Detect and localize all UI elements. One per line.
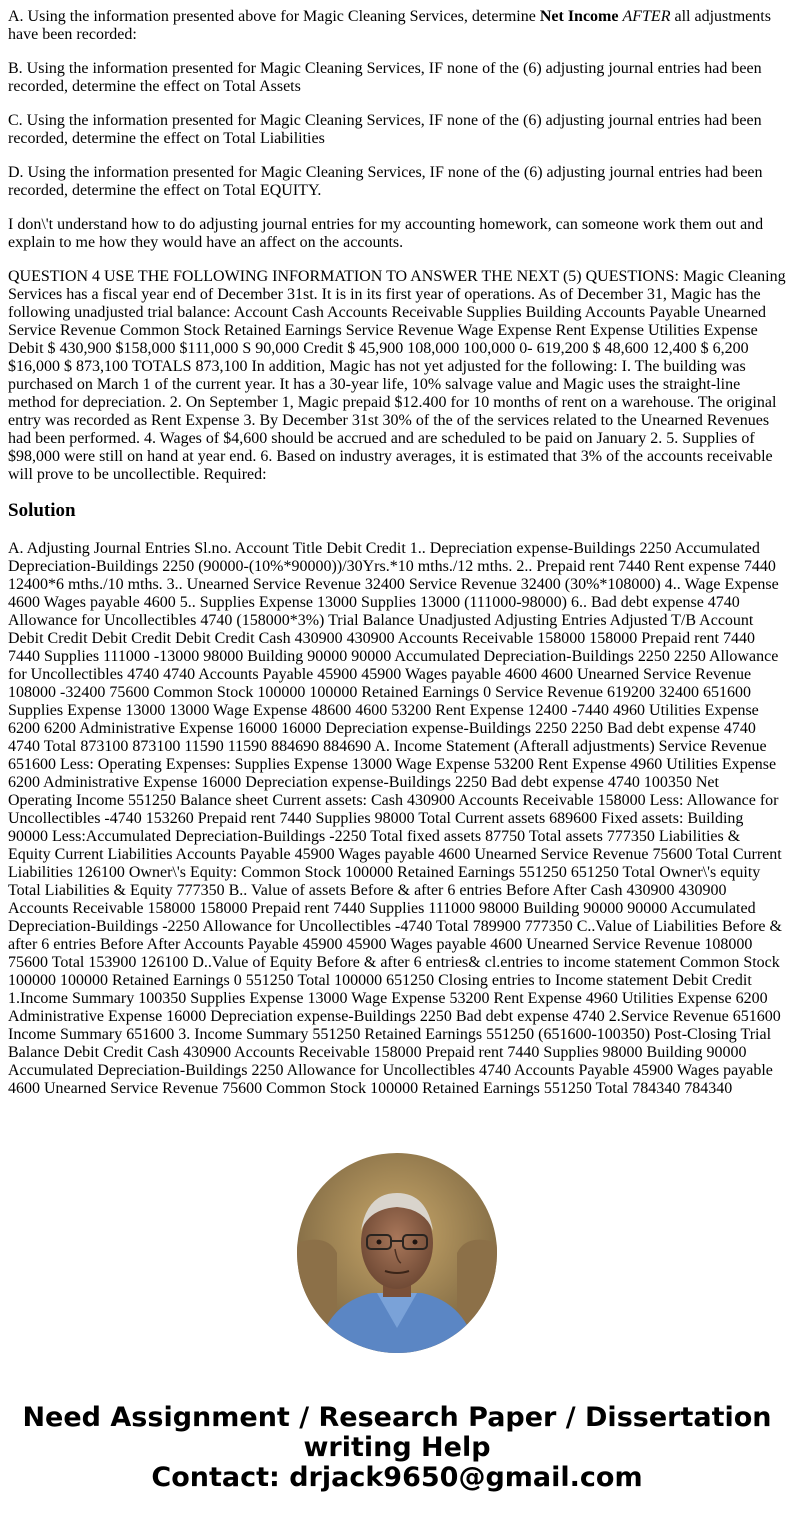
solution-heading: Solution: [8, 500, 76, 521]
promo-banner: [0, 1403, 794, 1493]
question-4-text: QUESTION 4 USE THE FOLLOWING INFORMATION TO ANSWER THE NEXT (5) QUESTIONS: Magic Cleaning Services has a fiscal year end of December 31st. It is in its first year of operations. As of December 31, Magic has the following unadjusted trial balance: Account Cash Accounts Receivable Supplies Building Accounts Payable Unearned Service Revenue Common Stock Retained Earnings Service Revenue Wage Expense Rent Expense Utilities Expense Debit $ 430,900 $158,000 $111,000 S 90,000 Credit $ 45,900 108,000 100,000 0- 619,200 $ 48,600 12,400 $ 6,200 $16,000 $ 873,100 TOTALS 873,100 In addition, Magic has not yet adjusted for the following: I. The building was purchased on March 1 of the current year. It has a 30-year life, 10% salvage value and Magic uses the straight-line method for depreciation. 2. On September 1, Magic prepaid $12.400 for 10 months of rent on a warehouse. The original entry was recorded as Rent Expense 3. By December 31st 30% of the of the services related to the Unearned Revenues had been performed. 4. Wages of $4,600 should be accrued and are scheduled to be paid on January 2. 5. Supplies of $98,000 were still on hand at year end. 6. Based on industry averages, it is estimated that 3% of the accounts receivable will prove to be uncollectible. Required:: [8, 268, 786, 483]
student-note: I don\'t understand how to do adjusting journal entries for my accounting homework, can someone work them out and explain to me how they would have an affect on the accounts.: [8, 216, 764, 251]
question-c: C. Using the information presented for Magic Cleaning Services, IF none of the (6) adjusting journal entries had been recorded, determine the effect on Total Liabilities: [8, 112, 762, 147]
question-a-prefix: A. Using the information presented above for Magic Cleaning Services, determine: [8, 8, 540, 25]
question-d: D. Using the information presented for Magic Cleaning Services, IF none of the (6) adjusting journal entries had been recorded, determine the effect on Total EQUITY.: [8, 164, 763, 199]
question-b: B. Using the information presented for Magic Cleaning Services, IF none of the (6) adjusting journal entries had been recorded, determine the effect on Total Assets: [8, 60, 762, 95]
question-a: [8, 8, 786, 44]
question-a-bold: Net Income: [539, 8, 619, 25]
promo-contact: Contact: drjack9650@gmail.com: [151, 1462, 643, 1493]
author-avatar: [297, 1153, 497, 1353]
promo-line-2: writing Help: [303, 1432, 491, 1463]
author-photo: [297, 1153, 497, 1353]
question-a-suffix: all adjustments have been recorded:: [8, 8, 771, 43]
question-a-italic: AFTER: [622, 8, 671, 25]
solution-body: A. Adjusting Journal Entries Sl.no. Account Title Debit Credit 1.. Depreciation expense-Buildings 2250 Accumulated Depreciation-Buildings 2250 (90000-(10%*90000))/30Yrs.*10 mths./12 mths. 2.. Prepaid rent 7440 Rent expense 7440 12400*6 mths./10 mths. 3.. Unearned Service Revenue 32400 Service Revenue 32400 (30%*108000) 4.. Wage Expense 4600 Wages payable 4600 5.. Supplies Expense 13000 Supplies 13000 (111000-98000) 6.. Bad debt expense 4740 Allowance for Uncollectibles 4740 (158000*3%) Trial Balance Unadjusted Adjusting Entries Adjusted T/B Account Debit Credit Debit Credit Debit Credit Cash 430900 430900 Accounts Receivable 158000 158000 Prepaid rent 7440 7440 Supplies 111000 -13000 98000 Building 90000 90000 Accumulated Depreciation-Buildings 2250 2250 Allowance for Uncollectibles 4740 4740 Accounts Payable 45900 45900 Wages payable 4600 4600 Unearned Service Revenue 108000 -32400 75600 Common Stock 100000 100000 Retained Earnings 0 Service Revenue 619200 32400 651600 Supplies Expense 13000 13000 Wage Expense 48600 4600 53200 Rent Expense 12400 -7440 4960 Utilities Expense 6200 6200 Administrative Expense 16000 16000 Depreciation expense-Buildings 2250 2250 Bad debt expense 4740 4740 Total 873100 873100 11590 11590 884690 884690 A. Income Statement (Afterall adjustments) Service Revenue 651600 Less: Operating Expenses: Supplies Expense 13000 Wage Expense 53200 Rent Expense 4960 Utilities Expense 6200 Administrative Expense 16000 Depreciation expense-Buildings 2250 Bad debt expense 4740 100350 Net Operating Income 551250 Balance sheet Current assets: Cash 430900 Accounts Receivable 158000 Less: Allowance for Uncollectibles -4740 153260 Prepaid rent 7440 Supplies 98000 Total Current assets 689600 Fixed assets: Building 90000 Less:Accumulated Depreciation-Buildings -2250 Total fixed assets 87750 Total assets 777350 Liabilities & Equity Current Liabilities Accounts Payable 45900 Wages payable 4600 Unearned Service Revenue 75600 Total Current Liabilities 126100 Owner\'s Equity: Common Stock 100000 Retained Earnings 551250 651250 Total Owner\'s equity Total Liabilities & Equity 777350 B.. Value of assets Before & after 6 entries Before After Cash 430900 430900 Accounts Receivable 158000 158000 Prepaid rent 7440 Supplies 111000 98000 Building 90000 90000 Accumulated Depreciation-Buildings -2250 Allowance for Uncollectibles -4740 Total 789900 777350 C..Value of Liabilities Before & after 6 entries Before After Accounts Payable 45900 45900 Wages payable 4600 Unearned Service Revenue 108000 75600 Total 153900 126100 D..Value of Equity Before & after 6 entries& cl.entries to income statement Common Stock 100000 100000 Retained Earnings 0 551250 Total 100000 651250 Closing entries to Income statement Debit Credit 1.Income Summary 100350 Supplies Expense 13000 Wage Expense 53200 Rent Expense 4960 Utilities Expense 6200 Administrative Expense 16000 Depreciation expense-Buildings 2250 Bad debt expense 4740 2.Service Revenue 651600 Income Summary 651600 3. Income Summary 551250 Retained Earnings 551250 (651600-100350) Post-Closing Trial Balance Debit Credit Cash 430900 Accounts Receivable 158000 Prepaid rent 7440 Supplies 98000 Building 90000 Accumulated Depreciation-Buildings 2250 Allowance for Uncollectibles 4740 Accounts Payable 45900 Wages payable 4600 Unearned Service Revenue 75600 Common Stock 100000 Retained Earnings 551250 Total 784340 784340: [8, 540, 782, 1097]
promo-line-1: Need Assignment / Research Paper / Dissertation: [22, 1402, 772, 1433]
